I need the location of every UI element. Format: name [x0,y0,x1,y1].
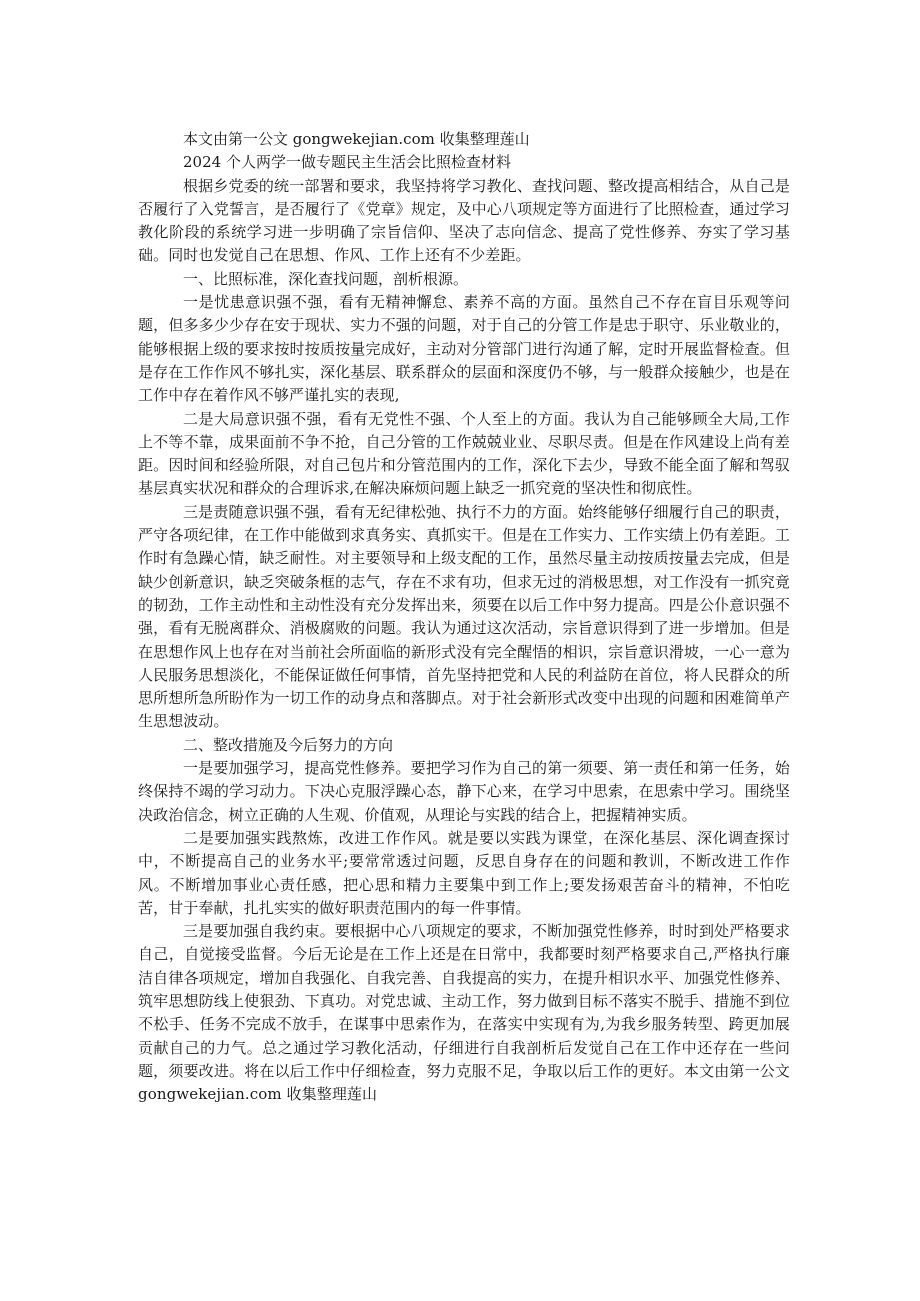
document-title: 2024 个人两学一做专题民主生活会比照检查材料 [183,153,511,172]
paragraph-responsibility-awareness: 三是责随意识强不强，看有无纪律松弛、执行不力的方面。始终能够仔细履行自己的职责，严守各项纪律，在工作中能做到求真务实、真抓实干。但是在工作实力、工作实绩上仍有差距。工作时有急躁心情，缺乏耐性。对主要领导和上级支配的工作，虽然尽量主动按质按量去完成，但是缺少创新意识，缺乏突破条框的志气，存在不求有功，但求无过的消极思想，对工作没有一抓究竟的韧劲，工作主动性和主动性没有充分发挥出来，须要在以后工作中努力提高。四是公仆意识强不强，看有无脱离群众、消极腐败的问题。我认为通过这次活动，宗旨意识得到了进一步增加。但是在思想作风上也存在对当前社会所面临的新形式没有完全醒悟的相识，宗旨意识滑坡，一心一意为人民服务思想淡化，不能保证做任何事情，首先坚持把党和人民的利益防在首位，将人民群众的所思所想所急所盼作为一切工作的动身点和落脚点。对于社会新形式改变中出现的问题和困难简单产生思想波动。 [138,502,790,731]
section-heading-1: 一、比照标准，深化查找问题，剖析根源。 [183,269,469,288]
intro-paragraph: 根据乡党委的统一部署和要求，我坚持将学习教化、查找问题、整改提高相结合，从自己是否履行了入党誓言，是否履行了《党章》规定，及中心八项规定等方面进行了比照检查，通过学习教化阶段的系统学习进一步明确了宗旨信仰、坚决了志向信念、提高了党性修养、夯实了学习基础。同时也发觉自己在思想、作风、工作上还有不少差距。 [138,176,790,265]
document-page [138,128,790,1106]
source-note: 本文由第一公文 gongwekejian.com 收集整理莲山 [183,130,530,148]
section-heading-2: 二、整改措施及今后努力的方向 [183,735,394,754]
paragraph-worry-awareness: 一是忧患意识强不强，看有无精神懈怠、素养不高的方面。虽然自己不存在盲目乐观等问题，但多多少少存在安于现状、实力不强的问题，对于自己的分管工作是忠于职守、乐业敬业的，能够根据上级的要求按时按质按量完成好，主动对分管部门进行沟通了解，定时开展监督检查。但是存在工作作风不够扎实，深化基层、联系群众的层面和深度仍不够，与一般群众接触少，也是在工作中存在着作风不够严谨扎实的表现, [138,293,790,405]
paragraph-overall-awareness: 二是大局意识强不强，看有无党性不强、个人至上的方面。我认为自己能够顾全大局,工作上不等不靠，成果面前不争不抢，自己分管的工作兢兢业业、尽职尽责。但是在作风建设上尚有差距。因时间和经验所限，对自己包片和分管范围内的工作，深化下去少，导致不能全面了解和驾驭基层真实状况和群众的合理诉求,在解决麻烦问题上缺乏一抓究竟的坚决性和彻底性。 [138,409,790,498]
paragraph-strengthen-study: 一是要加强学习，提高党性修养。要把学习作为自己的第一须要、第一责任和第一任务，始终保持不竭的学习动力。下决心克服浮躁心态，静下心来，在学习中思索，在思索中学习。围绕坚决政治信念，树立正确的人生观、价值观，从理论与实践的结合上，把握精神实质。 [138,759,790,824]
paragraph-strengthen-practice: 二是要加强实践熬炼，改进工作作风。就是要以实践为课堂，在深化基层、深化调查探讨中，不断提高自己的业务水平;要常常透过问题，反思自身存在的问题和教训，不断改进工作作风。不断增加事业心责任感，把心思和精力主要集中到工作上;要发扬艰苦奋斗的精神，不怕吃苦，甘于奉献，扎扎实实的做好职责范围内的每一件事情。 [138,828,790,917]
paragraph-self-discipline: 三是要加强自我约束。要根据中心八项规定的要求，不断加强党性修养，时时到处严格要求自己，自觉接受监督。今后无论是在工作上还是在日常中，我都要时刻严格要求自己,严格执行廉洁自律各项规定，增加自我强化、自我完善、自我提高的实力，在提升相识水平、加强党性修养、筑牢思想防线上使狠劲、下真功。对党忠诚、主动工作，努力做到目标不落实不脱手、措施不到位不松手、任务不完成不放手，在谋事中思索作为，在落实中实现有为,为我乡服务转型、跨更加展贡献自己的力气。总之通过学习教化活动，仔细进行自我剖析后发觉自己在工作中还存在一些问题，须要改进。将在以后工作中仔细检查，努力克服不足，争取以后工作的更好。本文由第一公文 gongwekejian.com 收集整理莲山 [138,922,790,1104]
